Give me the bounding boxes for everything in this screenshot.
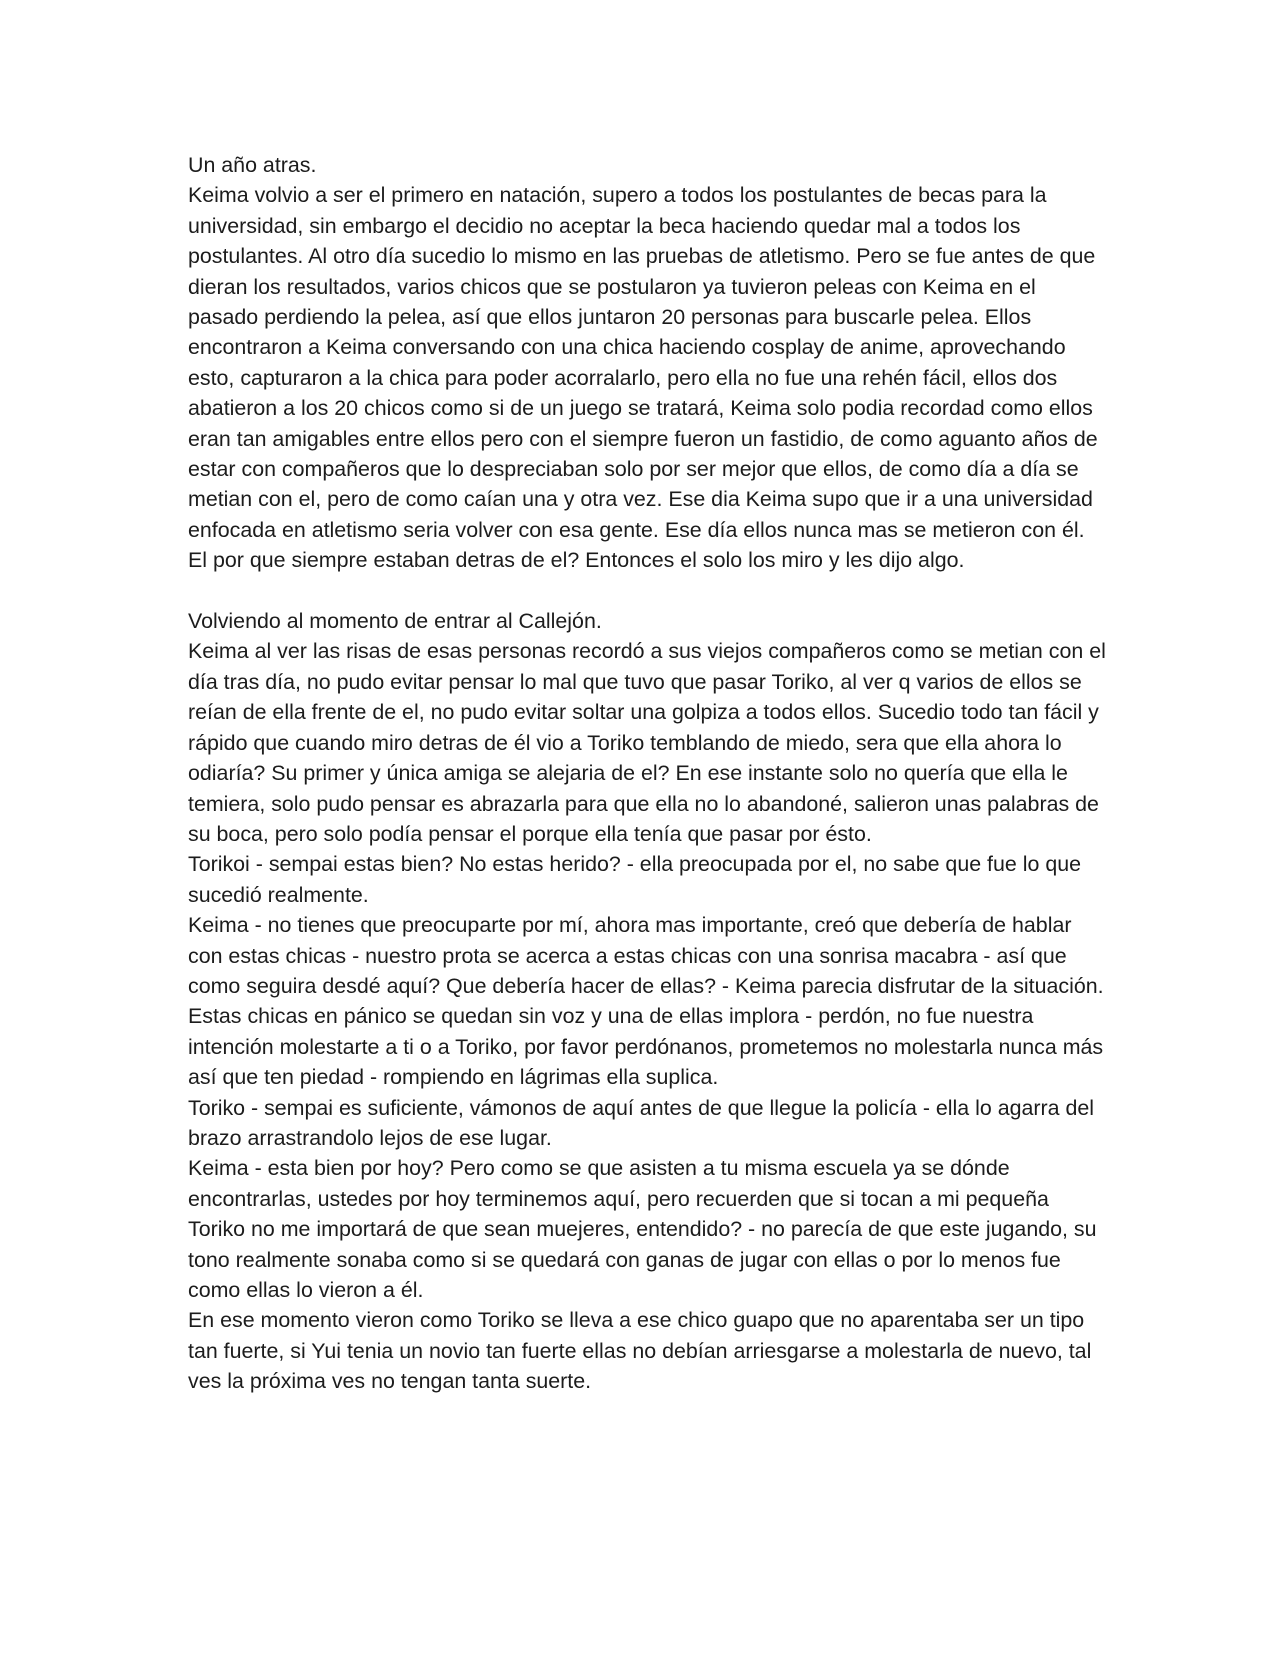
paragraph-girls-plead: Estas chicas en pánico se quedan sin voz y una de ellas implora - perdón, no fue nuestra intención molestarte a ti o a Toriko, por favor perdónanos, prometemos no molestarla nunca más así que ten piedad - rompiendo en lágrimas ella suplica. (188, 1004, 1104, 1090)
paragraph-toriko-question: Torikoi - sempai estas bien? No estas herido? - ella preocupada por el, no sabe que fue lo que sucedió realmente. (188, 852, 1082, 907)
paragraph-gap (188, 576, 1108, 606)
paragraph-keima-reply: Keima - no tienes que preocuparte por mí, ahora mas importante, creó que debería de hablar con estas chicas - nuestro prota se acerca a estas chicas con una sonrisa macabra - así que como seguira desdé aquí? Que debería hacer de ellas? - Keima parecia disfrutar de la situación. (188, 913, 1104, 998)
paragraph-flashback: Keima volvio a ser el primero en natación, supero a todos los postulantes de becas para la universidad, sin embargo el decidio no aceptar la beca haciendo quedar mal a todos los postulantes. Al otro día sucedio lo mismo en las pruebas de atletismo. Pero se fue antes de que dieran los resultados, varios chicos que se postularon ya tuvieron peleas con Keima en el pasado perdiendo la pelea, así que ellos juntaron 20 personas para buscarle pelea. Ellos encontraron a Keima conversando con una chica haciendo cosplay de anime, aprovechando esto, capturaron a la chica para poder acorralarlo, pero ella no fue una rehén fácil, ellos dos abatieron a los 20 chicos como si de un juego se tratará, Keima solo podia recordad como ellos eran tan amigables entre ellos pero con el siempre fueron un fastidio, de como aguanto años de estar con compañeros que lo despreciaban solo por ser mejor que ellos, de como día a día se metian con el, pero de como caían una y otra vez. Ese dia Keima supo que ir a una universidad enfocada en atletismo seria volver con esa gente. Ese día ellos nunca mas se metieron con él. El por que siempre estaban detras de el? Entonces el solo los miro y les dijo algo. (188, 183, 1098, 573)
paragraph-ending: En ese momento vieron como Toriko se lleva a ese chico guapo que no aparentaba ser un tipo tan fuerte, si Yui tenia un novio tan fuerte ellas no debían arriesgarse a molestarla de nuevo, tal ves la próxima ves no tengan tanta suerte. (188, 1308, 1092, 1394)
section-heading-flashback: Un año atras. (188, 153, 317, 177)
document-page (188, 150, 1108, 1397)
paragraph-alley: Keima al ver las risas de esas personas recordó a sus viejos compañeros como se metian con el día tras día, no pudo evitar pensar lo mal que tuvo que pasar Toriko, al ver q varios de ellos se reían de ella frente de el, no pudo evitar soltar una golpiza a todos ellos. Sucedio todo tan fácil y rápido que cuando miro detras de él vio a Toriko temblando de miedo, sera que ella ahora lo odiaría? Su primer y única amiga se alejaria de el? En ese instante solo no quería que ella le temiera, solo pudo pensar es abrazarla para que ella no lo abandoné, salieron unas palabras de su boca, pero solo podía pensar el porque ella tenía que pasar por ésto. (188, 639, 1106, 846)
paragraph-toriko-leave: Toriko - sempai es suficiente, vámonos de aquí antes de que llegue la policía - ella lo agarra del brazo arrastrandolo lejos de ese lugar. (188, 1095, 1095, 1150)
paragraph-keima-warning: Keima - esta bien por hoy? Pero como se que asisten a tu misma escuela ya se dónde encontrarlas, ustedes por hoy terminemos aquí, pero recuerden que si tocan a mi pequeña Toriko no me importará de que sean muejeres, entendido? - no parecía de que este jugando, su tono realmente sonaba como si se quedará con ganas de jugar con ellas o por lo menos fue como ellas lo vieron a él. (188, 1156, 1097, 1303)
section-heading-return: Volviendo al momento de entrar al Callejón. (188, 609, 602, 634)
